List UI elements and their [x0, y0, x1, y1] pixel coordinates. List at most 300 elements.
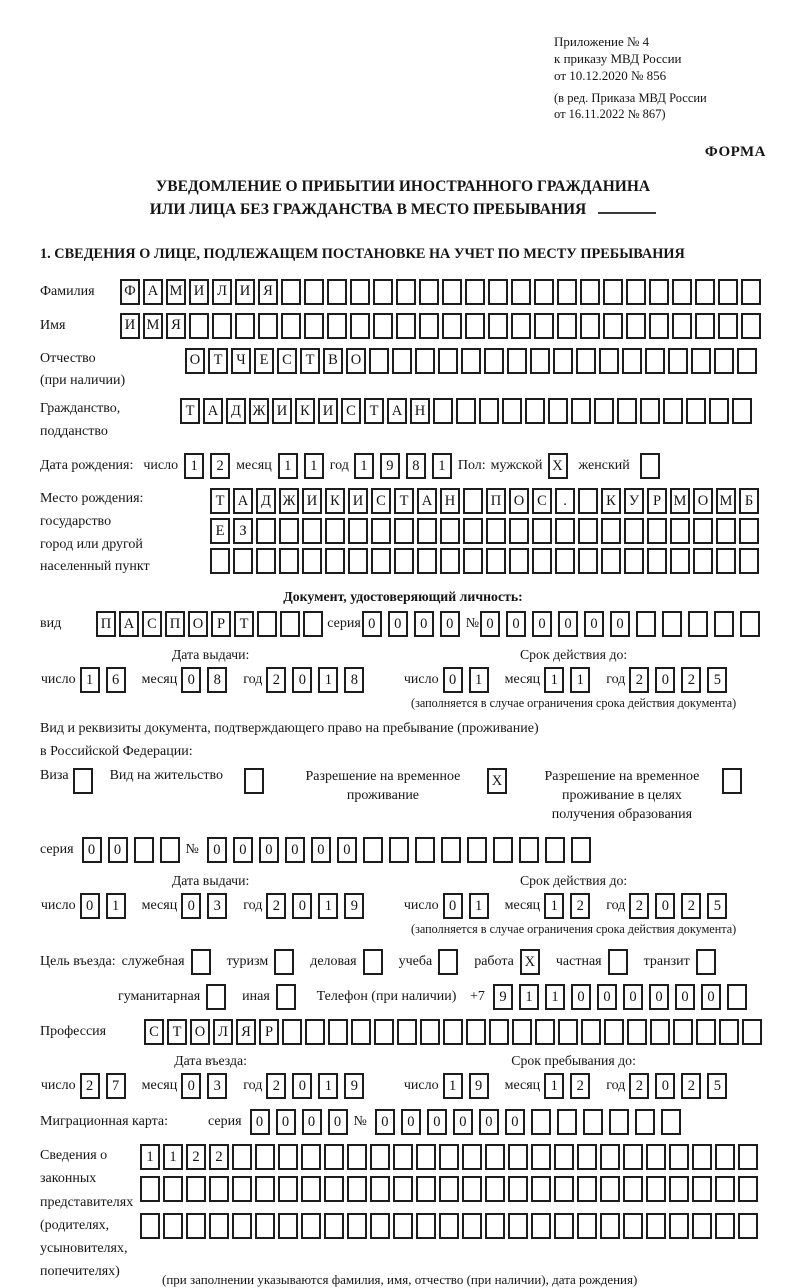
char-cell[interactable]: С [277, 348, 297, 374]
char-cell[interactable]: 7 [106, 1073, 126, 1099]
char-cell[interactable] [580, 313, 600, 339]
char-cell[interactable] [396, 313, 416, 339]
char-cell[interactable] [186, 1176, 206, 1202]
char-cell[interactable] [509, 548, 529, 574]
char-cell[interactable] [581, 1019, 601, 1045]
char-cell[interactable] [347, 1144, 367, 1170]
char-cell[interactable] [548, 398, 568, 424]
char-cell[interactable] [558, 1019, 578, 1045]
char-cell[interactable] [577, 1176, 597, 1202]
char-cell[interactable]: Т [364, 398, 384, 424]
char-cell[interactable] [673, 1019, 693, 1045]
char-cell[interactable] [392, 348, 412, 374]
char-cell[interactable]: 2 [210, 453, 230, 479]
char-cell[interactable] [191, 949, 211, 975]
char-cell[interactable]: О [190, 1019, 210, 1045]
char-cell[interactable] [325, 518, 345, 544]
char-cell[interactable] [278, 1144, 298, 1170]
char-cell[interactable] [493, 837, 513, 863]
char-cell[interactable] [256, 548, 276, 574]
char-cell[interactable] [622, 348, 642, 374]
char-cell[interactable]: Ж [279, 488, 299, 514]
char-cell[interactable]: И [272, 398, 292, 424]
char-cell[interactable] [511, 313, 531, 339]
char-cell[interactable] [636, 611, 656, 637]
char-cell[interactable] [304, 313, 324, 339]
char-cell[interactable] [647, 518, 667, 544]
char-cell[interactable]: 0 [479, 1109, 499, 1135]
char-cell[interactable] [649, 313, 669, 339]
char-cell[interactable] [531, 1109, 551, 1135]
char-cell[interactable]: 0 [181, 1073, 201, 1099]
char-cell[interactable]: 2 [570, 1073, 590, 1099]
char-cell[interactable] [440, 518, 460, 544]
char-cell[interactable] [604, 1019, 624, 1045]
char-cell[interactable] [715, 1144, 735, 1170]
char-cell[interactable] [274, 949, 294, 975]
char-cell[interactable]: X [520, 949, 540, 975]
char-cell[interactable] [663, 398, 683, 424]
char-cell[interactable]: В [323, 348, 343, 374]
char-cell[interactable]: О [693, 488, 713, 514]
char-cell[interactable]: 0 [453, 1109, 473, 1135]
char-cell[interactable]: И [120, 313, 140, 339]
char-cell[interactable]: 0 [443, 667, 463, 693]
char-cell[interactable]: 0 [584, 611, 604, 637]
char-cell[interactable]: 1 [278, 453, 298, 479]
char-cell[interactable] [692, 1176, 712, 1202]
char-cell[interactable] [603, 313, 623, 339]
char-cell[interactable] [649, 279, 669, 305]
char-cell[interactable] [557, 313, 577, 339]
char-cell[interactable] [370, 1213, 390, 1239]
char-cell[interactable]: М [166, 279, 186, 305]
char-cell[interactable] [305, 1019, 325, 1045]
char-cell[interactable] [627, 1019, 647, 1045]
char-cell[interactable]: . [555, 488, 575, 514]
char-cell[interactable]: 0 [443, 893, 463, 919]
char-cell[interactable]: 0 [207, 837, 227, 863]
char-cell[interactable]: 1 [184, 453, 204, 479]
char-cell[interactable] [693, 518, 713, 544]
char-cell[interactable]: 0 [181, 667, 201, 693]
char-cell[interactable] [438, 348, 458, 374]
char-cell[interactable]: 2 [80, 1073, 100, 1099]
char-cell[interactable] [441, 837, 461, 863]
char-cell[interactable] [601, 548, 621, 574]
char-cell[interactable]: О [346, 348, 366, 374]
char-cell[interactable] [302, 548, 322, 574]
char-cell[interactable]: Т [167, 1019, 187, 1045]
char-cell[interactable] [583, 1109, 603, 1135]
char-cell[interactable] [670, 518, 690, 544]
char-cell[interactable]: О [509, 488, 529, 514]
char-cell[interactable]: 2 [629, 893, 649, 919]
char-cell[interactable] [278, 1213, 298, 1239]
char-cell[interactable] [534, 279, 554, 305]
char-cell[interactable]: Я [166, 313, 186, 339]
char-cell[interactable] [393, 1213, 413, 1239]
char-cell[interactable] [646, 1213, 666, 1239]
char-cell[interactable] [554, 1176, 574, 1202]
char-cell[interactable] [369, 348, 389, 374]
char-cell[interactable]: Р [259, 1019, 279, 1045]
char-cell[interactable] [661, 1109, 681, 1135]
char-cell[interactable] [535, 1019, 555, 1045]
char-cell[interactable]: 0 [292, 893, 312, 919]
char-cell[interactable] [212, 313, 232, 339]
char-cell[interactable] [304, 279, 324, 305]
char-cell[interactable] [462, 1213, 482, 1239]
char-cell[interactable] [668, 348, 688, 374]
char-cell[interactable] [232, 1176, 252, 1202]
char-cell[interactable]: А [233, 488, 253, 514]
char-cell[interactable] [439, 1176, 459, 1202]
char-cell[interactable] [692, 1144, 712, 1170]
char-cell[interactable] [623, 1213, 643, 1239]
char-cell[interactable] [189, 313, 209, 339]
char-cell[interactable] [465, 279, 485, 305]
char-cell[interactable]: 2 [209, 1144, 229, 1170]
char-cell[interactable] [509, 518, 529, 544]
char-cell[interactable]: 0 [375, 1109, 395, 1135]
char-cell[interactable] [650, 1019, 670, 1045]
char-cell[interactable] [396, 279, 416, 305]
char-cell[interactable] [303, 611, 323, 637]
char-cell[interactable] [512, 1019, 532, 1045]
char-cell[interactable] [363, 837, 383, 863]
char-cell[interactable] [696, 949, 716, 975]
char-cell[interactable] [371, 518, 391, 544]
char-cell[interactable]: 9 [344, 1073, 364, 1099]
char-cell[interactable] [580, 279, 600, 305]
char-cell[interactable]: 1 [163, 1144, 183, 1170]
char-cell[interactable]: 0 [623, 984, 643, 1010]
char-cell[interactable] [732, 398, 752, 424]
char-cell[interactable]: 0 [649, 984, 669, 1010]
char-cell[interactable]: С [144, 1019, 164, 1045]
char-cell[interactable]: 9 [493, 984, 513, 1010]
char-cell[interactable] [439, 1213, 459, 1239]
char-cell[interactable]: 1 [443, 1073, 463, 1099]
char-cell[interactable] [686, 398, 706, 424]
char-cell[interactable]: Д [256, 488, 276, 514]
char-cell[interactable] [486, 518, 506, 544]
char-cell[interactable] [257, 611, 277, 637]
char-cell[interactable] [525, 398, 545, 424]
char-cell[interactable] [301, 1144, 321, 1170]
char-cell[interactable]: 9 [344, 893, 364, 919]
char-cell[interactable] [691, 348, 711, 374]
char-cell[interactable] [348, 518, 368, 544]
char-cell[interactable]: 8 [344, 667, 364, 693]
char-cell[interactable] [738, 1176, 758, 1202]
char-cell[interactable] [600, 1144, 620, 1170]
char-cell[interactable] [374, 1019, 394, 1045]
char-cell[interactable]: 1 [304, 453, 324, 479]
char-cell[interactable]: 8 [406, 453, 426, 479]
char-cell[interactable]: 0 [302, 1109, 322, 1135]
char-cell[interactable]: К [295, 398, 315, 424]
char-cell[interactable]: 0 [80, 893, 100, 919]
char-cell[interactable] [350, 279, 370, 305]
char-cell[interactable] [609, 1109, 629, 1135]
char-cell[interactable] [443, 1019, 463, 1045]
char-cell[interactable] [417, 518, 437, 544]
char-cell[interactable]: 8 [207, 667, 227, 693]
char-cell[interactable] [737, 348, 757, 374]
char-cell[interactable] [233, 548, 253, 574]
char-cell[interactable]: П [165, 611, 185, 637]
char-cell[interactable] [672, 313, 692, 339]
char-cell[interactable] [461, 348, 481, 374]
char-cell[interactable]: 0 [311, 837, 331, 863]
char-cell[interactable]: Ч [231, 348, 251, 374]
char-cell[interactable] [695, 279, 715, 305]
char-cell[interactable]: Т [208, 348, 228, 374]
char-cell[interactable]: 0 [292, 667, 312, 693]
char-cell[interactable] [140, 1213, 160, 1239]
char-cell[interactable]: И [189, 279, 209, 305]
char-cell[interactable] [465, 313, 485, 339]
char-cell[interactable] [532, 548, 552, 574]
char-cell[interactable]: 0 [108, 837, 128, 863]
char-cell[interactable]: 1 [318, 1073, 338, 1099]
char-cell[interactable] [351, 1019, 371, 1045]
char-cell[interactable] [397, 1019, 417, 1045]
char-cell[interactable] [531, 1176, 551, 1202]
char-cell[interactable]: 2 [570, 893, 590, 919]
char-cell[interactable] [577, 1144, 597, 1170]
char-cell[interactable]: 1 [544, 893, 564, 919]
char-cell[interactable] [714, 611, 734, 637]
char-cell[interactable] [669, 1176, 689, 1202]
char-cell[interactable] [209, 1213, 229, 1239]
char-cell[interactable]: 0 [285, 837, 305, 863]
char-cell[interactable]: А [387, 398, 407, 424]
char-cell[interactable] [415, 348, 435, 374]
char-cell[interactable]: Н [410, 398, 430, 424]
char-cell[interactable] [419, 313, 439, 339]
char-cell[interactable] [210, 548, 230, 574]
char-cell[interactable]: 2 [629, 667, 649, 693]
char-cell[interactable] [73, 768, 93, 794]
char-cell[interactable] [738, 1213, 758, 1239]
char-cell[interactable] [255, 1144, 275, 1170]
char-cell[interactable]: С [532, 488, 552, 514]
char-cell[interactable] [160, 837, 180, 863]
char-cell[interactable] [394, 548, 414, 574]
char-cell[interactable]: А [417, 488, 437, 514]
char-cell[interactable] [301, 1213, 321, 1239]
char-cell[interactable] [722, 768, 742, 794]
char-cell[interactable]: 1 [318, 893, 338, 919]
char-cell[interactable] [531, 1144, 551, 1170]
char-cell[interactable]: Я [258, 279, 278, 305]
char-cell[interactable] [279, 518, 299, 544]
char-cell[interactable]: Д [226, 398, 246, 424]
char-cell[interactable] [462, 1144, 482, 1170]
char-cell[interactable]: 0 [505, 1109, 525, 1135]
char-cell[interactable] [324, 1144, 344, 1170]
char-cell[interactable] [255, 1213, 275, 1239]
char-cell[interactable] [163, 1176, 183, 1202]
char-cell[interactable] [463, 518, 483, 544]
char-cell[interactable] [485, 1176, 505, 1202]
char-cell[interactable] [600, 1213, 620, 1239]
char-cell[interactable]: 0 [250, 1109, 270, 1135]
char-cell[interactable]: П [96, 611, 116, 637]
char-cell[interactable]: Т [394, 488, 414, 514]
char-cell[interactable] [325, 548, 345, 574]
char-cell[interactable]: X [487, 768, 507, 794]
char-cell[interactable]: 0 [440, 611, 460, 637]
char-cell[interactable]: 0 [401, 1109, 421, 1135]
char-cell[interactable] [456, 398, 476, 424]
char-cell[interactable] [438, 949, 458, 975]
char-cell[interactable] [393, 1144, 413, 1170]
char-cell[interactable] [670, 548, 690, 574]
char-cell[interactable] [617, 398, 637, 424]
char-cell[interactable]: Т [210, 488, 230, 514]
char-cell[interactable] [244, 768, 264, 794]
char-cell[interactable]: 1 [544, 1073, 564, 1099]
char-cell[interactable] [718, 279, 738, 305]
char-cell[interactable] [420, 1019, 440, 1045]
char-cell[interactable]: 3 [207, 893, 227, 919]
char-cell[interactable]: Р [211, 611, 231, 637]
char-cell[interactable] [488, 279, 508, 305]
char-cell[interactable] [463, 488, 483, 514]
char-cell[interactable] [646, 1176, 666, 1202]
char-cell[interactable] [635, 1109, 655, 1135]
char-cell[interactable]: А [119, 611, 139, 637]
char-cell[interactable] [693, 548, 713, 574]
char-cell[interactable]: Е [254, 348, 274, 374]
char-cell[interactable]: О [188, 611, 208, 637]
char-cell[interactable] [467, 837, 487, 863]
char-cell[interactable] [740, 611, 760, 637]
char-cell[interactable]: 0 [506, 611, 526, 637]
char-cell[interactable] [281, 279, 301, 305]
char-cell[interactable]: А [143, 279, 163, 305]
char-cell[interactable] [554, 1144, 574, 1170]
char-cell[interactable]: 0 [388, 611, 408, 637]
char-cell[interactable] [279, 548, 299, 574]
char-cell[interactable] [600, 1176, 620, 1202]
char-cell[interactable]: И [235, 279, 255, 305]
char-cell[interactable] [186, 1213, 206, 1239]
char-cell[interactable]: С [371, 488, 391, 514]
char-cell[interactable]: А [203, 398, 223, 424]
char-cell[interactable]: 0 [610, 611, 630, 637]
char-cell[interactable] [578, 548, 598, 574]
char-cell[interactable]: 0 [292, 1073, 312, 1099]
char-cell[interactable] [484, 348, 504, 374]
char-cell[interactable]: С [341, 398, 361, 424]
char-cell[interactable]: 0 [558, 611, 578, 637]
char-cell[interactable] [645, 348, 665, 374]
char-cell[interactable] [433, 398, 453, 424]
char-cell[interactable]: П [486, 488, 506, 514]
char-cell[interactable]: Н [440, 488, 460, 514]
char-cell[interactable] [531, 1213, 551, 1239]
char-cell[interactable]: Я [236, 1019, 256, 1045]
char-cell[interactable]: 2 [186, 1144, 206, 1170]
char-cell[interactable] [716, 548, 736, 574]
char-cell[interactable]: Л [212, 279, 232, 305]
char-cell[interactable] [348, 548, 368, 574]
char-cell[interactable] [327, 279, 347, 305]
char-cell[interactable] [489, 1019, 509, 1045]
char-cell[interactable] [209, 1176, 229, 1202]
char-cell[interactable]: Ф [120, 279, 140, 305]
char-cell[interactable]: 0 [655, 667, 675, 693]
char-cell[interactable] [281, 313, 301, 339]
char-cell[interactable] [415, 837, 435, 863]
char-cell[interactable] [255, 1176, 275, 1202]
char-cell[interactable] [519, 837, 539, 863]
char-cell[interactable] [440, 548, 460, 574]
char-cell[interactable] [715, 1213, 735, 1239]
char-cell[interactable]: Т [180, 398, 200, 424]
char-cell[interactable] [716, 518, 736, 544]
char-cell[interactable]: 1 [106, 893, 126, 919]
char-cell[interactable]: 0 [480, 611, 500, 637]
char-cell[interactable] [571, 398, 591, 424]
char-cell[interactable]: 1 [354, 453, 374, 479]
char-cell[interactable] [282, 1019, 302, 1045]
char-cell[interactable] [534, 313, 554, 339]
char-cell[interactable] [599, 348, 619, 374]
char-cell[interactable]: 2 [629, 1073, 649, 1099]
char-cell[interactable] [371, 548, 391, 574]
char-cell[interactable]: К [325, 488, 345, 514]
char-cell[interactable]: 0 [571, 984, 591, 1010]
char-cell[interactable] [479, 398, 499, 424]
char-cell[interactable] [647, 548, 667, 574]
char-cell[interactable] [373, 313, 393, 339]
char-cell[interactable]: Т [234, 611, 254, 637]
char-cell[interactable] [576, 348, 596, 374]
char-cell[interactable]: 0 [328, 1109, 348, 1135]
char-cell[interactable] [692, 1213, 712, 1239]
char-cell[interactable]: 1 [570, 667, 590, 693]
char-cell[interactable]: 1 [80, 667, 100, 693]
char-cell[interactable] [419, 279, 439, 305]
char-cell[interactable] [640, 453, 660, 479]
char-cell[interactable] [511, 279, 531, 305]
char-cell[interactable]: Т [300, 348, 320, 374]
char-cell[interactable] [324, 1213, 344, 1239]
char-cell[interactable] [463, 548, 483, 574]
char-cell[interactable]: 1 [140, 1144, 160, 1170]
char-cell[interactable]: 0 [532, 611, 552, 637]
char-cell[interactable]: 0 [233, 837, 253, 863]
char-cell[interactable]: Е [210, 518, 230, 544]
char-cell[interactable]: 0 [655, 893, 675, 919]
char-cell[interactable] [718, 313, 738, 339]
char-cell[interactable] [416, 1144, 436, 1170]
char-cell[interactable]: 3 [207, 1073, 227, 1099]
char-cell[interactable] [442, 313, 462, 339]
char-cell[interactable] [280, 611, 300, 637]
char-cell[interactable] [555, 518, 575, 544]
char-cell[interactable] [553, 348, 573, 374]
char-cell[interactable]: 1 [318, 667, 338, 693]
char-cell[interactable] [363, 949, 383, 975]
char-cell[interactable]: Р [647, 488, 667, 514]
